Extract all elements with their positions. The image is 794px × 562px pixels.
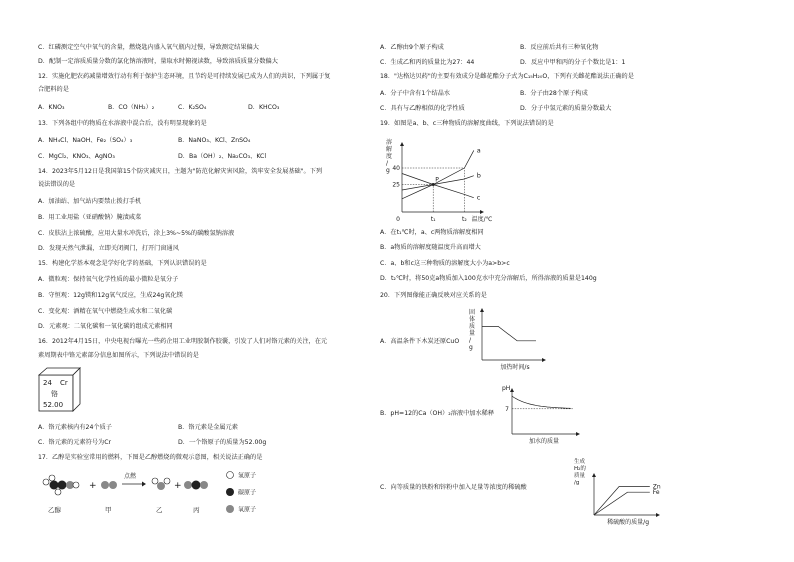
- x-axis-arrow-icon: [656, 513, 660, 517]
- y-tick-label: 7: [505, 405, 509, 413]
- label-bing: 丙: [193, 506, 200, 514]
- series-label-c: c: [476, 193, 481, 202]
- y-tick-label: 40: [392, 165, 400, 172]
- q15-option-a: A．微粒观：保持氧气化学性质的最小微粒是氧分子: [38, 276, 179, 283]
- q18-option-b: B．分子由28个原子构成: [520, 90, 588, 97]
- q19-option-c: C．a、b和c这三种物质的溶解度大小为a>b>c: [380, 260, 510, 267]
- x-axis-arrow-icon: [480, 210, 484, 214]
- arrow-head-icon: [142, 482, 146, 487]
- reaction-condition: 点燃: [124, 473, 137, 480]
- y-axis-label-part: 质量: [574, 473, 586, 479]
- y-axis-label-char: 溶: [386, 139, 393, 146]
- carbon-reduce-cuo-chart: [464, 304, 554, 374]
- q20-stem: 20．下列图像能正确反映对应关系的是: [380, 292, 487, 299]
- q14-stem-line2: 说法错误的是: [38, 181, 76, 188]
- y-axis-label: pH: [502, 385, 511, 392]
- q14-option-b: B．用工业用盐（亚硝酸钠）腌渍咸菜: [38, 214, 142, 221]
- hydrogen-atom-legend-icon: [227, 472, 234, 479]
- q17-option-c: C．生成乙和丙的质量比为27：44: [380, 59, 475, 66]
- q12-option-d: D．KHCO₃: [248, 104, 280, 111]
- element-symbol: Cr: [60, 379, 68, 387]
- y-axis-arrow-icon: [480, 308, 484, 312]
- q19-option-d: D．t₂℃时，将50克a物质加入100克水中充分溶解后，所得溶液的质量是140g: [380, 275, 597, 282]
- y-axis-label-char: 固: [469, 309, 476, 316]
- series-line: [512, 396, 571, 408]
- chromium-element-card: [38, 367, 88, 417]
- y-axis-arrow-icon: [400, 142, 404, 146]
- q18-option-a: A．分子中含有1个结晶水: [380, 90, 451, 97]
- series-line-Fe: [594, 492, 650, 515]
- legend-hydrogen: 氢原子: [238, 472, 257, 480]
- q14-option-d: D．发现天然气泄漏，立即关闭阀门，打开门窗通风: [38, 245, 179, 252]
- oxygen-atom-legend-icon: [226, 505, 234, 513]
- label-ethanol: 乙醇: [48, 506, 61, 514]
- y-axis-label-char: /: [469, 337, 472, 344]
- q14-option-c: C．皮肤沾上浓硫酸，应用大量水冲洗后，涂上3%~5%的碳酸氢钠溶液: [38, 230, 235, 237]
- q12-stem-line1: 12．实施化肥农药减量增效行动有利于保护生态环境，且节约是可持续发展已成为人们的共识，下列属于复: [38, 73, 331, 80]
- q16-stem-line1: 16．2012年4月15日，中央电视台曝光一些药企用工业明胶制作胶囊，引发了人们对铬元素的关注，在元: [38, 338, 328, 345]
- q13-option-d: D．Ba（OH）₂、Na₂CO₃、KCl: [178, 153, 267, 160]
- water-molecule: [152, 478, 170, 490]
- q15-option-d: D．元素观：二氧化碳和一氧化碳的组成元素相同: [38, 323, 173, 330]
- q13-option-a: A．NH₄Cl、NaOH、Fe₂（SO₄）₃: [38, 137, 133, 144]
- solubility-curve-chart: [380, 132, 500, 222]
- y-axis-label-char: 量: [469, 330, 476, 337]
- element-mass: 52.00: [43, 401, 64, 409]
- y-axis-label-char: 解: [386, 146, 393, 153]
- carbon-dioxide-molecule: [184, 481, 208, 490]
- series-label-Fe: Fe: [652, 489, 660, 497]
- q18-option-c: C．具有与乙醇相似的化学性质: [380, 105, 465, 112]
- q16-option-b: B．铬元素是金属元素: [178, 424, 238, 431]
- oxygen-molecule: [101, 481, 117, 489]
- q20-option-b: B．pH=12的Ca（OH）₂溶液中加水稀释: [380, 410, 495, 417]
- y-axis-label-part: H₂的: [574, 466, 586, 472]
- x-axis-arrow-icon: [576, 432, 580, 436]
- q15-option-b: B．守恒观：12g镁和12g氧气反应，生成24g氧化镁: [38, 292, 183, 299]
- y-axis-label-char: g: [386, 167, 390, 174]
- y-axis-label-part: /g: [574, 480, 580, 486]
- q13-option-c: C．MgCl₂、KNO₃、AgNO₃: [38, 153, 115, 160]
- y-axis-arrow-icon: [510, 388, 514, 392]
- q19-option-b: B．a物质的溶解度随温度升高而增大: [380, 244, 481, 251]
- hydrogen-generation-chart: [570, 455, 680, 527]
- y-tick-label: 25: [392, 181, 400, 189]
- q15-option-c: C．变化观：酒精在氧气中燃烧生成水和二氧化碳: [38, 308, 173, 315]
- x-axis-label: 稀硫酸的质量/g: [607, 519, 650, 526]
- y-axis-label-char: /: [386, 160, 389, 167]
- q18-stem: 18．"达格达贝药"的主要有效成分是雌花酯分子式为C₁₅H₂₀O，下列有关雌花酯说法正确的是: [380, 73, 634, 80]
- q12-option-c: C．K₂SO₄: [178, 104, 207, 111]
- q16-option-a: A．铬元素核内有24个质子: [38, 424, 112, 431]
- q15-stem: 15．构建化学基本观念是学好化学的基础，下列认识错误的是: [38, 260, 207, 267]
- q16-option-c: C．铬元素的元素符号为Cr: [38, 439, 112, 446]
- y-axis-arrow-icon: [592, 473, 596, 477]
- element-atomic-number: 24: [43, 379, 52, 387]
- q20-option-a: A．高温条件下木炭还原CuO: [380, 338, 460, 345]
- q17-option-b: B．反应前后共有三种氧化物: [520, 44, 599, 51]
- q13-stem: 13．下列各组中的物质在水溶液中混合后，没有明显现象的是: [38, 120, 207, 127]
- q13-option-b: B．NaNO₃、KCl、ZnSO₄: [178, 137, 251, 144]
- q16-stem-line2: 素周期表中铬元素部分信息如图所示，下列说法中错误的是: [38, 352, 199, 359]
- q12-stem-line2: 合肥料的是: [38, 86, 69, 93]
- plus-sign-1: +: [89, 481, 97, 491]
- element-name: 铬: [51, 390, 58, 398]
- q16-option-d: D．一个铬原子的质量为52.00g: [178, 439, 267, 446]
- y-axis-label-part: 生成: [574, 459, 586, 465]
- q20-option-c: C．向等质量的铁粉和锌粉中加入足量等浓度的稀硫酸: [380, 484, 527, 491]
- carbon-atom-legend-icon: [226, 488, 234, 496]
- q18-option-d: D．分子中氢元素的质量分数最大: [520, 105, 612, 112]
- series-line-Zn: [594, 487, 650, 516]
- ethanol-molecule: [43, 475, 79, 495]
- x-axis-label: 加热时间/s: [500, 364, 530, 371]
- ph-dilution-chart: [498, 384, 588, 446]
- y-axis-label-char: g: [469, 344, 473, 351]
- q19-stem: 19．如图是a、b、c三种物质的溶解度曲线，下列说法错误的是: [380, 120, 554, 127]
- q11-option-d: D．配制一定溶质质量分数的氯化钠溶液时，量取水时俯视读数，导致溶质质量分数偏大: [38, 58, 278, 65]
- q14-option-a: A．加油站、加气站内要禁止拨打手机: [38, 198, 142, 205]
- y-axis-label-char: 体: [469, 316, 476, 323]
- q17-option-d: D．反应中甲和丙的分子个数比是1：1: [520, 59, 626, 66]
- legend-carbon: 碳原子: [238, 489, 257, 497]
- q19-option-a: A．在t₁℃时，a、c两物质溶解度相同: [380, 229, 484, 236]
- q14-stem-line1: 14．2023年5月12日是我国第15个防灾减灾日，主题为"防范化解灾害风险，筑牢安全发展基础"。下列: [38, 168, 323, 175]
- x-tick-label: t₁: [430, 216, 436, 222]
- ethanol-combustion-diagram: [38, 468, 338, 520]
- x-axis-arrow-icon: [542, 358, 546, 362]
- q17-stem: 17．乙醇是实验室常用的燃料，下图是乙醇燃烧的微观示意图，相关说法正确的是: [38, 454, 263, 461]
- series-line: [482, 326, 536, 340]
- q12-option-a: A．KNO₃: [38, 104, 65, 111]
- y-axis-label-char: 质: [469, 323, 476, 330]
- x-axis-label: 温度/℃: [471, 216, 493, 222]
- q11-option-c: C．红磷测定空气中氧气的含量，燃烧匙内盛入氧气瓶内过慢，导致测定结果偏大: [38, 44, 259, 51]
- plus-sign-2: +: [174, 481, 182, 491]
- x-tick-label: t₂: [462, 216, 467, 222]
- q12-option-b: B．CO（NH₂）₂: [108, 104, 155, 111]
- label-jia: 甲: [105, 506, 112, 514]
- series-label-a: a: [476, 146, 481, 155]
- origin-label: 0: [396, 216, 400, 222]
- x-axis-label: 加水的质量: [528, 438, 560, 445]
- q17-option-a: A．乙醇由9个原子构成: [380, 44, 444, 51]
- series-label-Zn: Zn: [652, 483, 661, 491]
- legend-oxygen: 氧原子: [238, 506, 257, 514]
- y-axis-label-char: 度: [386, 153, 393, 160]
- label-yi: 乙: [156, 506, 163, 514]
- series-line-a: [402, 150, 474, 198]
- series-label-b: b: [476, 171, 481, 180]
- point-label-p: P: [435, 176, 439, 184]
